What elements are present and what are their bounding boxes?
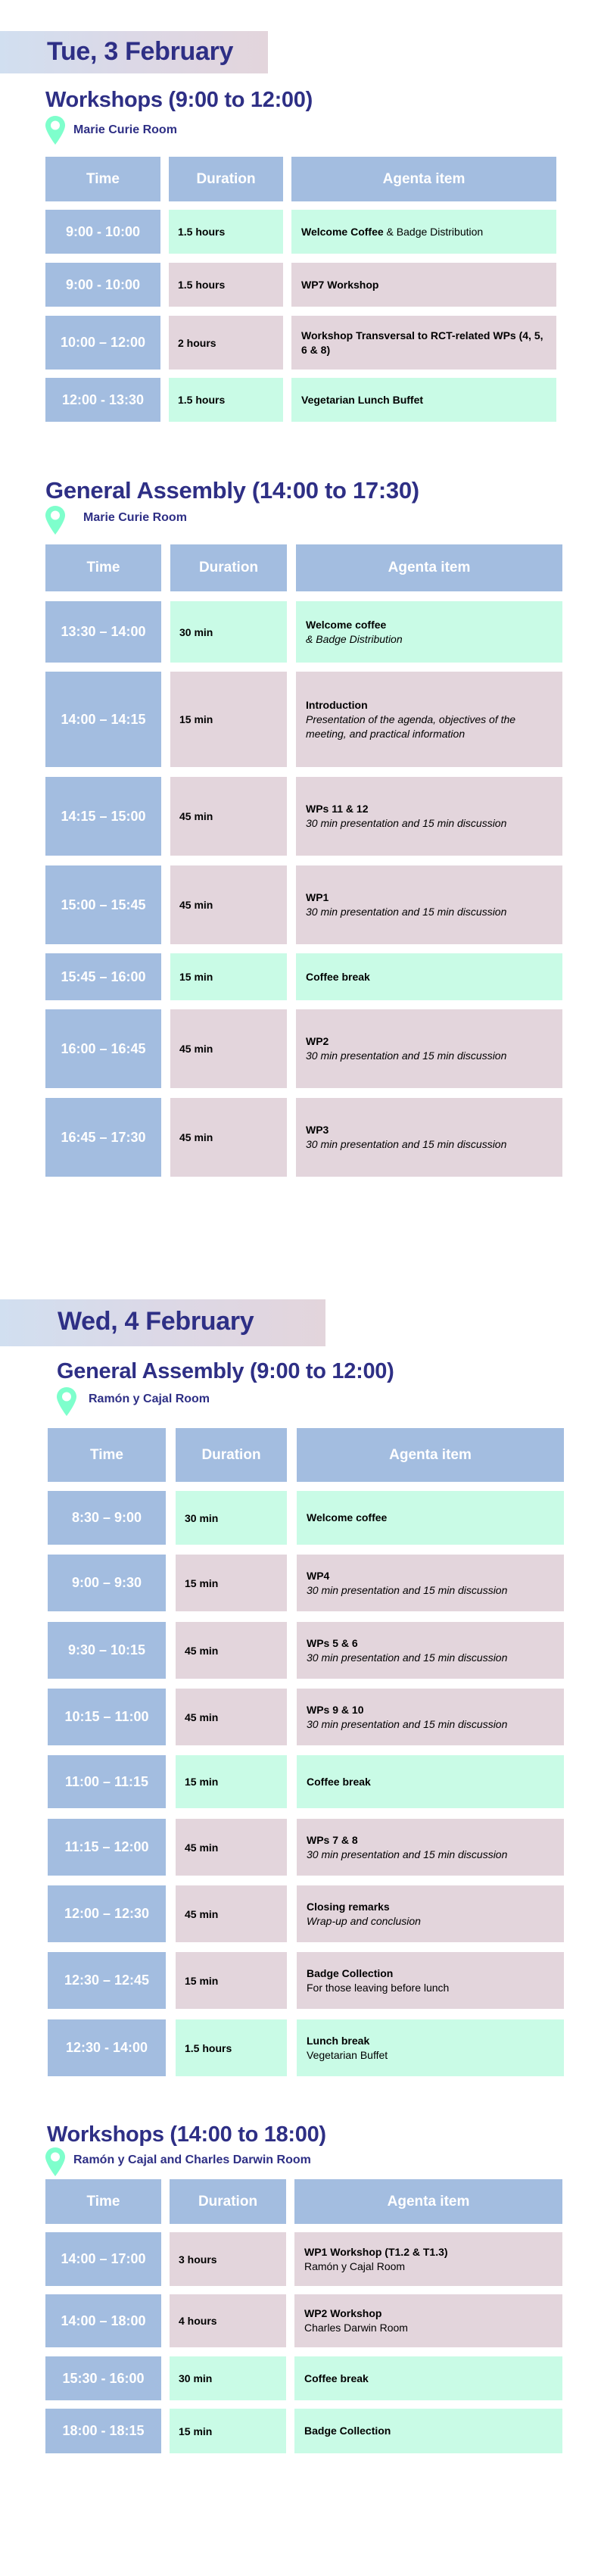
session-title: General Assembly (14:00 to 17:30) bbox=[45, 477, 419, 504]
time-cell: 12:30 - 14:00 bbox=[48, 2019, 166, 2076]
room-name: Ramón y Cajal Room bbox=[89, 1392, 210, 1405]
agenda-subtitle: 30 min presentation and 15 min discussion bbox=[307, 1583, 508, 1596]
agenda-title: Welcome coffee bbox=[306, 618, 387, 631]
agenda-title: Coffee break bbox=[307, 1775, 371, 1788]
agenda-cell bbox=[297, 1885, 564, 1942]
agenda-cell bbox=[297, 1555, 564, 1611]
agenda-title: WPs 5 & 6 bbox=[307, 1636, 358, 1649]
time-cell: 11:00 – 11:15 bbox=[48, 1755, 166, 1808]
time-cell: 18:00 - 18:15 bbox=[45, 2409, 161, 2453]
agenda-cell bbox=[296, 777, 562, 856]
duration-cell: 1.5 hours bbox=[176, 2019, 287, 2076]
agenda-title: Introduction bbox=[306, 698, 368, 711]
agenda-title: Coffee break bbox=[304, 2372, 369, 2384]
agenda-cell bbox=[297, 1491, 564, 1545]
agenda-subtitle: Vegetarian Buffet bbox=[307, 2048, 388, 2061]
time-cell: 14:00 – 14:15 bbox=[45, 672, 161, 767]
agenda-title: Badge Collection bbox=[304, 2425, 391, 2437]
column-header-time: Time bbox=[45, 157, 160, 201]
column-header-agenda: Agenta item bbox=[291, 157, 556, 201]
agenda-subtitle: For those leaving before lunch bbox=[307, 1981, 450, 1994]
time-cell: 15:30 - 16:00 bbox=[45, 2356, 161, 2400]
column-header-duration: Duration bbox=[176, 1428, 287, 1482]
agenda-subtitle: 30 min presentation and 15 min discussion bbox=[306, 906, 507, 918]
time-cell: 9:30 – 10:15 bbox=[48, 1622, 166, 1679]
agenda-subtitle: 30 min presentation and 15 min discussion bbox=[306, 1049, 507, 1062]
agenda-cell bbox=[296, 1009, 562, 1088]
column-header-duration: Duration bbox=[170, 544, 287, 591]
agenda-title: Badge Collection bbox=[307, 1966, 394, 1979]
session-title: Workshops (14:00 to 18:00) bbox=[47, 2122, 326, 2147]
time-cell: 16:45 – 17:30 bbox=[45, 1098, 161, 1177]
time-cell: 12:00 - 13:30 bbox=[45, 378, 160, 422]
room-name: Ramón y Cajal and Charles Darwin Room bbox=[73, 2153, 311, 2166]
map-pin-icon bbox=[45, 2147, 65, 2176]
agenda-cell bbox=[294, 2232, 562, 2286]
session-title: Workshops (9:00 to 12:00) bbox=[45, 88, 313, 112]
column-header-agenda: Agenta item bbox=[296, 544, 562, 591]
column-header-agenda: Agenta item bbox=[297, 1428, 564, 1482]
duration-cell: 45 min bbox=[170, 1009, 287, 1088]
duration-cell: 1.5 hours bbox=[169, 263, 283, 307]
duration-cell: 45 min bbox=[170, 1098, 287, 1177]
agenda-title: WP1 Workshop (T1.2 & T1.3) bbox=[304, 2245, 448, 2258]
duration-cell: 15 min bbox=[176, 1755, 287, 1808]
session-title: General Assembly (9:00 to 12:00) bbox=[57, 1359, 394, 1383]
duration-cell: 3 hours bbox=[170, 2232, 286, 2286]
agenda-subtitle: 30 min presentation and 15 min discussion bbox=[307, 1717, 508, 1730]
agenda-title: WPs 9 & 10 bbox=[307, 1703, 364, 1716]
agenda-cell bbox=[297, 1689, 564, 1745]
duration-cell: 15 min bbox=[176, 1952, 287, 2009]
duration-cell: 2 hours bbox=[169, 316, 283, 370]
agenda-cell bbox=[297, 1819, 564, 1876]
agenda-title: Closing remarks bbox=[307, 1900, 390, 1913]
agenda-cell bbox=[296, 672, 562, 767]
agenda-title: WP7 Workshop bbox=[301, 278, 379, 291]
time-cell: 16:00 – 16:45 bbox=[45, 1009, 161, 1088]
map-pin-icon bbox=[45, 116, 65, 145]
agenda-cell bbox=[297, 2019, 564, 2076]
agenda-cell bbox=[296, 953, 562, 1000]
time-cell: 9:00 - 10:00 bbox=[45, 210, 160, 254]
duration-cell: 30 min bbox=[170, 601, 287, 663]
agenda-cell bbox=[297, 1622, 564, 1679]
time-cell: 13:30 – 14:00 bbox=[45, 601, 161, 663]
agenda-cell bbox=[291, 378, 556, 422]
duration-cell: 45 min bbox=[170, 865, 287, 944]
time-cell: 12:00 – 12:30 bbox=[48, 1885, 166, 1942]
agenda-subtitle: & Badge Distribution bbox=[306, 632, 403, 645]
column-header-time: Time bbox=[45, 544, 161, 591]
time-cell: 9:00 - 10:00 bbox=[45, 263, 160, 307]
map-pin-icon bbox=[45, 506, 65, 535]
agenda-subtitle: 30 min presentation and 15 min discussion bbox=[306, 1138, 507, 1150]
time-cell: 9:00 – 9:30 bbox=[48, 1555, 166, 1611]
agenda-cell bbox=[291, 210, 556, 254]
agenda-title-line bbox=[301, 225, 483, 239]
room-name: Marie Curie Room bbox=[83, 511, 187, 524]
agenda-cell bbox=[291, 316, 556, 370]
duration-cell: 15 min bbox=[170, 2409, 286, 2453]
duration-cell: 45 min bbox=[176, 1622, 287, 1679]
time-cell: 10:00 – 12:00 bbox=[45, 316, 160, 370]
agenda-subtitle: 30 min presentation and 15 min discussion bbox=[307, 1848, 508, 1860]
agenda-title: WP1 bbox=[306, 891, 329, 903]
duration-cell: 4 hours bbox=[170, 2294, 286, 2347]
duration-cell: 15 min bbox=[170, 953, 287, 1000]
agenda-subtitle: Wrap-up and conclusion bbox=[307, 1914, 421, 1927]
agenda-cell bbox=[294, 2294, 562, 2347]
agenda-cell bbox=[294, 2356, 562, 2400]
agenda-title: WP4 bbox=[307, 1569, 330, 1582]
agenda-subtitle: Ramón y Cajal Room bbox=[304, 2259, 406, 2272]
agenda-title: WPs 7 & 8 bbox=[307, 1833, 358, 1846]
day-title: Tue, 3 February bbox=[47, 37, 234, 66]
duration-cell: 45 min bbox=[170, 777, 287, 856]
agenda-cell bbox=[291, 263, 556, 307]
agenda-title: Welcome Coffee bbox=[301, 225, 384, 238]
agenda-title-rest: & Badge Distribution bbox=[383, 225, 484, 238]
agenda-cell bbox=[296, 865, 562, 944]
time-cell: 14:00 – 18:00 bbox=[45, 2294, 161, 2347]
agenda-subtitle: 30 min presentation and 15 min discussion bbox=[306, 817, 507, 829]
agenda-cell bbox=[297, 1755, 564, 1808]
duration-cell: 30 min bbox=[176, 1491, 287, 1545]
column-header-time: Time bbox=[45, 2179, 161, 2224]
agenda-subtitle: 30 min presentation and 15 min discussion bbox=[307, 1651, 508, 1664]
agenda-title: WPs 11 & 12 bbox=[306, 803, 369, 815]
agenda-cell bbox=[294, 2409, 562, 2453]
duration-cell: 15 min bbox=[170, 672, 287, 767]
agenda-title: Welcome coffee bbox=[307, 1511, 388, 1523]
time-cell: 12:30 – 12:45 bbox=[48, 1952, 166, 2009]
time-cell: 11:15 – 12:00 bbox=[48, 1819, 166, 1876]
agenda-cell bbox=[296, 1098, 562, 1177]
map-pin-icon bbox=[57, 1387, 76, 1416]
time-cell: 14:15 – 15:00 bbox=[45, 777, 161, 856]
duration-cell: 45 min bbox=[176, 1689, 287, 1745]
duration-cell: 30 min bbox=[170, 2356, 286, 2400]
agenda-subtitle: Charles Darwin Room bbox=[304, 2322, 408, 2334]
day-banner bbox=[0, 31, 268, 73]
agenda-cell bbox=[296, 601, 562, 663]
column-header-agenda: Agenta item bbox=[294, 2179, 562, 2224]
agenda-subtitle: Presentation of the agenda, objectives of the meeting, and practical information bbox=[306, 713, 516, 740]
agenda-title: Coffee break bbox=[306, 970, 370, 983]
duration-cell: 45 min bbox=[176, 1885, 287, 1942]
agenda-title: WP2 bbox=[306, 1035, 329, 1047]
agenda-cell bbox=[297, 1952, 564, 2009]
agenda-title: WP2 Workshop bbox=[304, 2307, 382, 2319]
time-cell: 10:15 – 11:00 bbox=[48, 1689, 166, 1745]
agenda-title: Workshop Transversal to RCT-related WPs (4, 5, 6 & 8) bbox=[301, 329, 543, 356]
duration-cell: 15 min bbox=[176, 1555, 287, 1611]
day-banner bbox=[0, 1299, 325, 1346]
column-header-time: Time bbox=[48, 1428, 166, 1482]
agenda-title: WP3 bbox=[306, 1124, 329, 1136]
time-cell: 14:00 – 17:00 bbox=[45, 2232, 161, 2286]
column-header-duration: Duration bbox=[169, 157, 283, 201]
duration-cell: 45 min bbox=[176, 1819, 287, 1876]
column-header-duration: Duration bbox=[170, 2179, 286, 2224]
time-cell: 8:30 – 9:00 bbox=[48, 1491, 166, 1545]
duration-cell: 1.5 hours bbox=[169, 210, 283, 254]
room-name: Marie Curie Room bbox=[73, 123, 177, 136]
day-title: Wed, 4 February bbox=[58, 1307, 254, 1336]
time-cell: 15:45 – 16:00 bbox=[45, 953, 161, 1000]
agenda-title: Lunch break bbox=[307, 2034, 370, 2047]
agenda-title: Vegetarian Lunch Buffet bbox=[301, 393, 424, 406]
duration-cell: 1.5 hours bbox=[169, 378, 283, 422]
time-cell: 15:00 – 15:45 bbox=[45, 865, 161, 944]
